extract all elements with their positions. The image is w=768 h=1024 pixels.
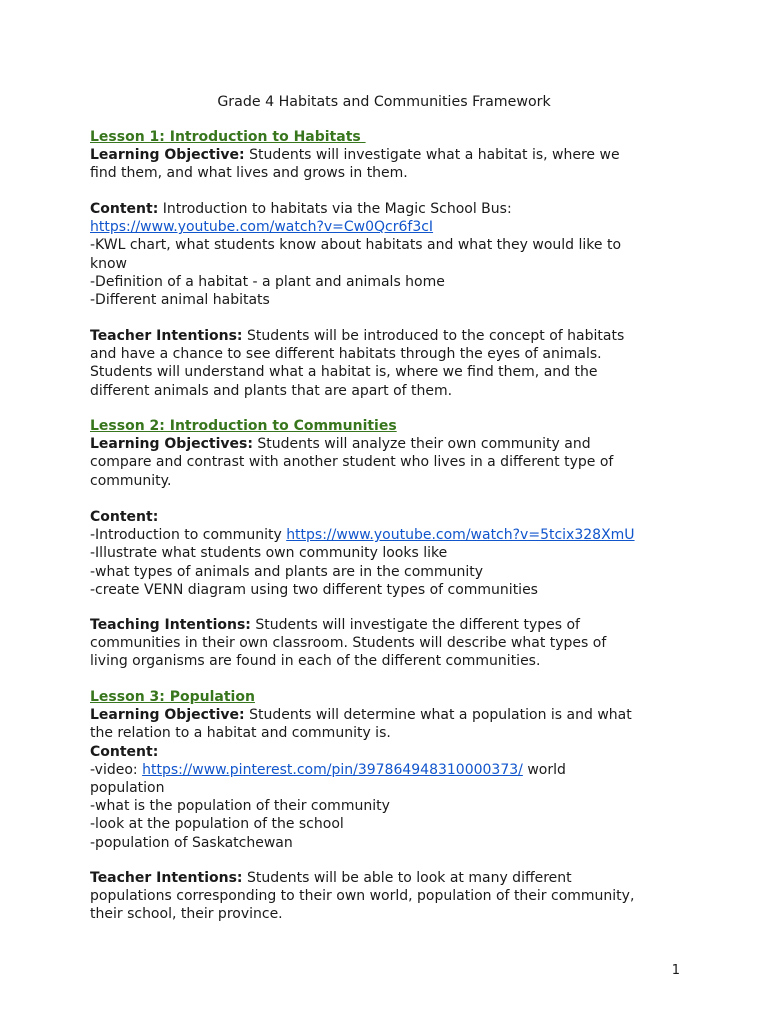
lesson-1-intentions [90,327,690,400]
lesson-1-objective-text: Students will investigate what a habitat is, where we [244,147,620,164]
lesson-1-content-item-1: -KWL chart, what students know about habitats and what they would like to [90,237,622,254]
lesson-1-content-intro: Introduction to habitats via the Magic School Bus: [158,201,512,217]
lesson-1-heading: Lesson 1: Introduction to Habitats [90,129,366,145]
lesson-1-content-item-3: -Different animal habitats [90,291,270,308]
lesson-2-content [90,508,690,599]
lesson-1-content-label: Content: [90,201,159,217]
lesson-2-objective-text: Students will analyze their own community and [252,436,591,453]
lesson-2-intentions [90,616,690,671]
lesson-2-youtube-link[interactable]: https://www.youtube.com/watch?v=5tcix328XmU [286,527,635,544]
lesson-2-intentions-text: Students will investigate the different types of [250,617,580,633]
lesson-1-objective-text-2: find them, and what lives and grows in them. [90,165,408,182]
lesson-1-intentions-text: Students will be introduced to the concept of habitats [242,328,625,344]
lesson-2-content-item-3: -what types of animals and plants are in the community [90,563,483,580]
lesson-3-content-item-1: -video: [90,761,143,778]
lesson-3-content-item-4: -population of Saskatchewan [90,834,293,851]
lesson-3-heading: Lesson 3: Population [90,689,255,705]
document-title: Grade 4 Habitats and Communities Framework [217,94,551,110]
lesson-3-intentions-text: Students will be able to look at many different [242,870,572,886]
lesson-1-intentions-label: Teacher Intentions: [90,328,243,344]
lesson-3-objective-text: Students will determine what a population is and what [244,707,632,724]
lesson-1-youtube-link[interactable]: https://www.youtube.com/watch?v=Cw0Qcr6f3cI [90,219,434,236]
lesson-2-content-item-2: -Illustrate what students own community looks like [90,545,448,562]
lesson-3-content-item-2: -what is the population of their community [90,798,390,815]
lesson-2-content-item-4: -create VENN diagram using two different types of communities [90,581,538,598]
lesson-3-objective-text-2: the relation to a habitat and community is. [90,725,391,742]
lesson-2-heading: Lesson 2: Introduction to Communities [90,418,397,434]
lesson-3-content-item-1-suffix: world [522,761,566,778]
lesson-1-objective-label: Learning Objective: [90,147,245,164]
lesson-2-intentions-label: Teaching Intentions: [90,617,251,633]
lesson-2-intentions-text-2: communities in their own classroom. Students will describe what types of [90,635,607,652]
lesson-1-intentions-text-2: and have a chance to see different habitats through the eyes of animals. [90,346,602,363]
lesson-2-objective-text-2: compare and contrast with another student who lives in a different type of [90,454,614,471]
lesson-2-intentions-text-3: living organisms are found in each of the different communities. [90,653,541,670]
lesson-3-intentions-label: Teacher Intentions: [90,870,243,886]
lesson-1-section [90,128,690,183]
lesson-1-intentions-text-3: Students will understand what a habitat is, where we find them, and the [90,364,598,381]
lesson-1-intentions-text-4: different animals and plants that are apart of them. [90,382,453,399]
lesson-3-intentions-text-3: their school, their province. [90,906,283,923]
lesson-1-objective [90,146,690,164]
lesson-2-objective-label: Learning Objectives: [90,436,253,453]
lesson-3-pinterest-link[interactable]: https://www.pinterest.com/pin/397864948310000373/ [142,761,523,778]
lesson-3-content-label: Content: [90,743,159,760]
lesson-3-intentions [90,869,690,924]
lesson-3-content-item-1-cont: population [90,779,165,796]
lesson-1-content-item-2: -Definition of a habitat - a plant and animals home [90,273,445,290]
lesson-3-intentions-text-2: populations corresponding to their own world, population of their community, [90,888,635,905]
lesson-2-content-label: Content: [90,509,159,525]
lesson-2-section [90,417,690,490]
lesson-3-objective-label: Learning Objective: [90,707,245,724]
page-number: 1 [671,963,680,978]
lesson-1-content [90,200,690,309]
lesson-1-content-item-1-cont: know [90,255,127,272]
lesson-3-section [90,688,690,852]
lesson-2-objective-text-3: community. [90,472,172,489]
lesson-3-content-item-3: -look at the population of the school [90,816,344,833]
lesson-2-content-item-1: -Introduction to community [90,527,287,544]
